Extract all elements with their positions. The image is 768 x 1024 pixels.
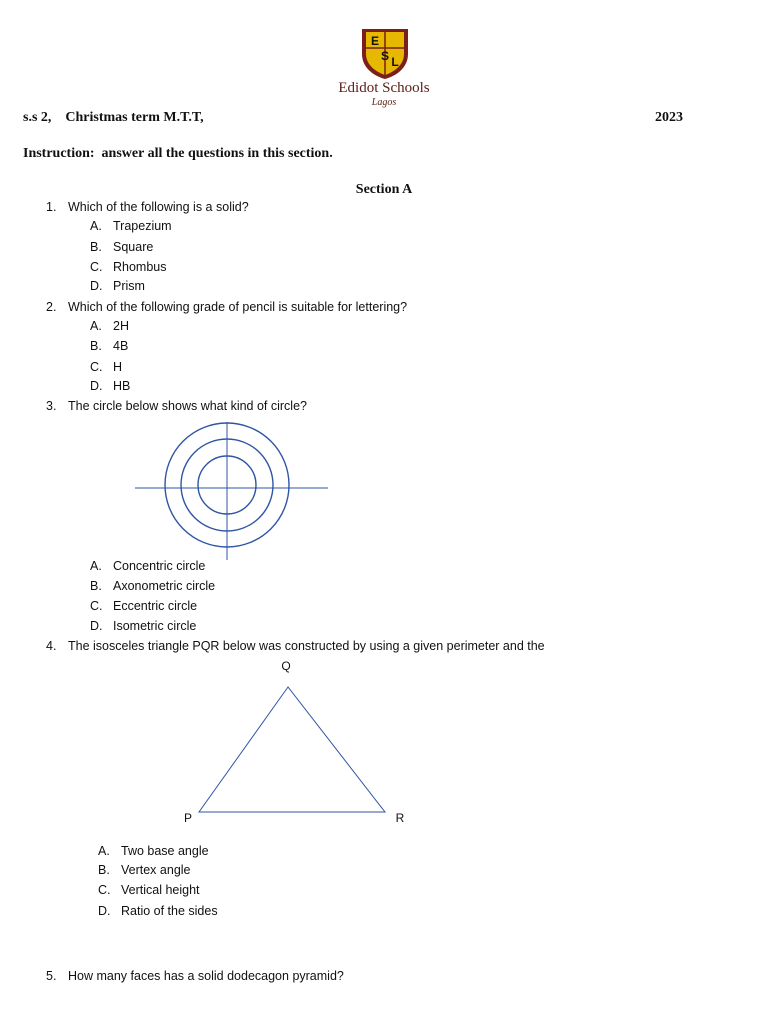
option-text: Isometric circle [113, 619, 197, 633]
option-4d [98, 903, 218, 919]
option-letter: B. [90, 339, 102, 353]
question-text: Which of the following grade of pencil is suitable for lettering? [68, 300, 408, 314]
crest-letter-s: S [380, 49, 390, 63]
question-number: 5. [46, 969, 57, 983]
option-letter: A. [90, 219, 102, 233]
option-2b [90, 338, 128, 354]
instruction-text: Instruction: answer all the questions in this section. [23, 146, 333, 161]
option-text: Trapezium [113, 219, 172, 233]
option-text: 4B [113, 339, 129, 353]
option-letter: C. [98, 883, 111, 897]
option-letter: C. [90, 599, 103, 613]
question-text: Which of the following is a solid? [68, 200, 249, 214]
option-letter: D. [90, 279, 103, 293]
option-letter: C. [90, 360, 103, 374]
option-letter: C. [90, 260, 103, 274]
school-name: Edidot Schools [338, 80, 430, 96]
option-letter: B. [98, 863, 110, 877]
question-5 [46, 968, 344, 984]
option-letter: A. [98, 844, 110, 858]
question-text: The isosceles triangle PQR below was constructed by using a given perimeter and the [68, 639, 545, 653]
option-2a [90, 318, 129, 334]
crest-letter-e: E [370, 34, 380, 48]
option-3b [90, 578, 215, 594]
question-number: 2. [46, 300, 57, 314]
option-letter: B. [90, 579, 102, 593]
triangle-pqr [199, 687, 385, 812]
option-letter: D. [90, 379, 103, 393]
section-title: Section A [355, 182, 413, 197]
crest-letter-l: L [391, 55, 399, 69]
option-3d [90, 618, 196, 634]
option-text: 2H [113, 319, 129, 333]
question-number: 4. [46, 639, 57, 653]
school-city: Lagos [371, 97, 397, 108]
option-text: Ratio of the sides [121, 904, 218, 918]
option-letter: A. [90, 319, 102, 333]
option-1b [90, 239, 153, 255]
vertex-label-q: Q [281, 659, 291, 673]
option-text: Vertical height [121, 883, 200, 897]
question-number: 3. [46, 399, 57, 413]
class-term-label: s.s 2, Christmas term M.T.T, [23, 110, 204, 125]
option-text: Vertex angle [121, 863, 191, 877]
option-text: H [113, 360, 123, 374]
option-letter: D. [90, 619, 103, 633]
option-4b [98, 862, 191, 878]
question-number: 1. [46, 200, 57, 214]
option-text: Concentric circle [113, 559, 206, 573]
option-2d [90, 378, 130, 394]
concentric-circles-diagram [130, 418, 330, 563]
option-4a [98, 843, 209, 859]
option-text: Two base angle [121, 844, 209, 858]
option-text: Square [113, 240, 154, 254]
option-letter: D. [98, 904, 111, 918]
option-text: HB [113, 379, 131, 393]
option-1d [90, 278, 145, 294]
question-1 [46, 199, 249, 215]
option-text: Eccentric circle [113, 599, 198, 613]
option-3a [90, 558, 205, 574]
option-1a [90, 218, 172, 234]
question-3 [46, 398, 307, 414]
option-letter: B. [90, 240, 102, 254]
question-text: The circle below shows what kind of circle? [68, 399, 307, 413]
option-letter: A. [90, 559, 102, 573]
year-label: 2023 [655, 110, 683, 125]
vertex-label-p: P [183, 811, 193, 825]
option-text: Axonometric circle [113, 579, 216, 593]
option-2c [90, 359, 122, 375]
option-text: Rhombus [113, 260, 167, 274]
option-1c [90, 259, 167, 275]
option-text: Prism [113, 279, 145, 293]
isosceles-triangle-diagram [175, 655, 415, 830]
school-crest-logo [358, 26, 412, 80]
vertex-label-r: R [395, 811, 405, 825]
question-4 [46, 638, 545, 654]
option-4c [98, 882, 200, 898]
question-2 [46, 299, 407, 315]
question-text: How many faces has a solid dodecagon pyramid? [68, 969, 344, 983]
option-3c [90, 598, 197, 614]
